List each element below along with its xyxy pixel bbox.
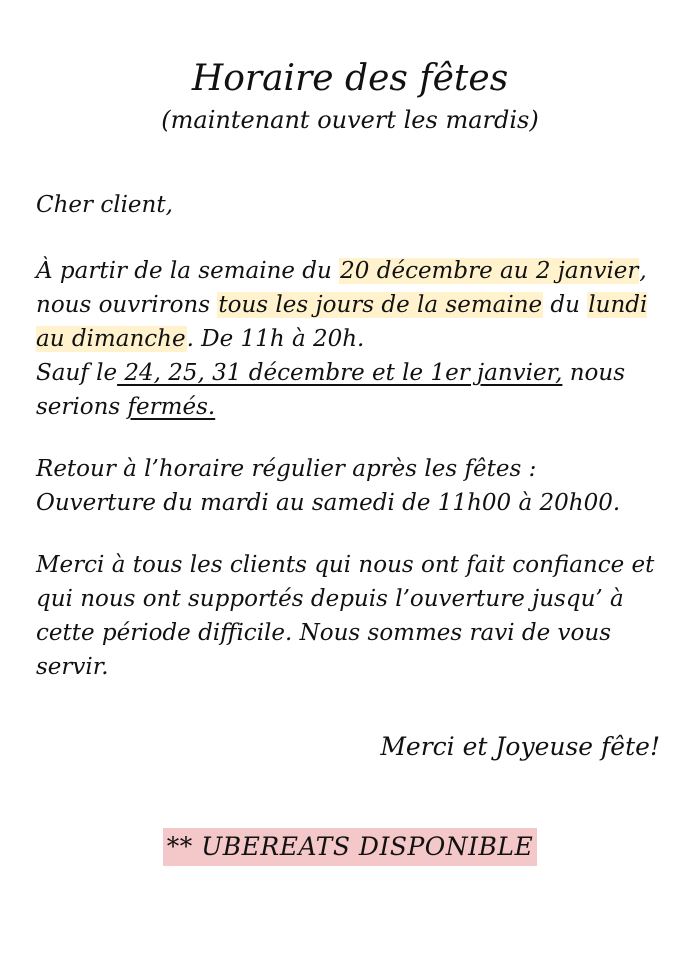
- schedule-text: À partir de la semaine du: [36, 258, 340, 284]
- highlight-every-day: tous les jours de la semaine: [218, 292, 543, 318]
- schedule-text: du: [543, 292, 588, 318]
- ubereats-banner: ** UBEREATS DISPONIBLE: [163, 828, 537, 866]
- regular-hours-line: Ouverture du mardi au samedi de 11h00 à 20h00.: [36, 490, 621, 516]
- footer-wrapper: [36, 828, 664, 866]
- highlight-date-range: 20 décembre au 2 janvier: [340, 258, 639, 284]
- highlight-monday-sunday: lundi au dimanche: [36, 292, 648, 352]
- page-title: Horaire des fêtes: [191, 58, 509, 99]
- closed-dates: 24, 25, 31 décembre et le 1er janvier,: [117, 360, 563, 386]
- schedule-text: , nous ouvrirons: [36, 258, 647, 318]
- regular-hours-paragraph: [36, 452, 664, 520]
- holiday-schedule-paragraph: [36, 254, 664, 424]
- closed-word: fermés.: [127, 394, 216, 420]
- schedule-hours: . De 11h à 20h.: [186, 326, 365, 352]
- thanks-paragraph: Merci à tous les clients qui nous ont fait confiance et qui nous ont supportés depuis l’ouverture jusqu’ à cette période difficile. Nous sommes ravi de vous servir.: [36, 552, 655, 680]
- regular-hours-line: Retour à l’horaire régulier après les fêtes :: [36, 456, 537, 482]
- schedule-text: nous serions: [36, 360, 626, 420]
- page-subtitle: (maintenant ouvert les mardis): [161, 106, 539, 134]
- closing-line: Merci et Joyeuse fête!: [380, 732, 660, 761]
- schedule-text: Sauf le: [36, 360, 118, 386]
- greeting: Cher client,: [36, 192, 173, 218]
